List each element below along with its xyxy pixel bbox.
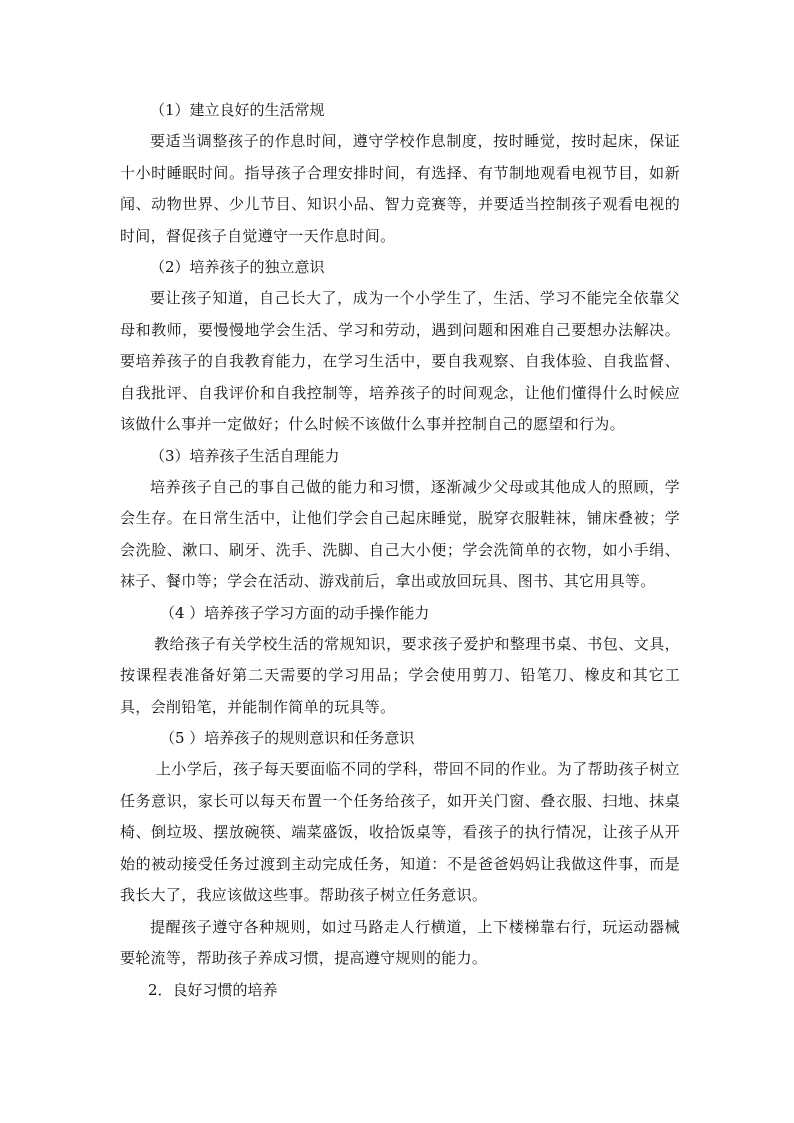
section-1-paragraph-1: 要适当调整孩子的作息时间，遵守学校作息制度，按时睡觉，按时起床，保证十小时睡眠时间。指导孩子合理安排时间，有选择、有节制地观看电视节目，如新闻、动物世界、少儿节目、知识小品、智力竞赛等，并要适当控制孩子观看电视的时间，督促孩子自觉遵守一天作息时间。 — [120, 132, 680, 245]
section-heading-4: （4 ）培养孩子学习方面的动手操作能力 — [160, 603, 430, 622]
next-section-heading: 2．良好习惯的培养 — [148, 980, 278, 999]
section-2-paragraph-1: 要让孩子知道，自己长大了，成为一个小学生了，生活、学习不能完全依靠父母和教师，要慢慢地学会生活、学习和劳动，遇到问题和困难自己要想办法解决。要培养孩子的自我教育能力，在学习生活中，要自我观察、自我体验、自我监督、自我批评、自我评价和自我控制等，培养孩子的时间观念，让他们懂得什么时候应该做什么事并一定做好；什么时候不该做什么事并控制自己的愿望和行为。 — [120, 289, 680, 433]
section-heading-5: （5 ）培养孩子的规则意识和任务意识 — [160, 729, 415, 747]
document-content — [120, 95, 680, 1006]
section-heading-2: （2）培养孩子的独立意识 — [150, 258, 325, 276]
section-5-paragraph-2: 提醒孩子遵守各种规则，如过马路走人行横道，上下楼梯靠右行，玩运动器械要轮流等，帮助孩子养成习惯，提高遵守规则的能力。 — [120, 917, 680, 967]
section-heading-1: （1）建立良好的生活常规 — [150, 101, 325, 119]
section-3-paragraph-1: 培养孩子自己的事自己做的能力和习惯，逐渐减少父母或其他成人的照顾，学会生存。在日常生活中，让他们学会自己起床睡觉，脱穿衣服鞋袜，铺床叠被；学会洗脸、漱口、刷牙、洗手、洗脚、自己大小便；学会洗简单的衣物，如小手绢、袜子、餐巾等；学会在活动、游戏前后，拿出或放回玩具、图书、其它用具等。 — [120, 477, 680, 590]
section-5-paragraph-1: 上小学后，孩子每天要面临不同的学科，带回不同的作业。为了帮助孩子树立任务意识，家长可以每天布置一个任务给孩子，如开关门窗、叠衣服、扫地、抹桌椅、倒垃圾、摆放碗筷、端菜盛饭，收拾饭桌等，看孩子的执行情况，让孩子从开始的被动接受任务过渡到主动完成任务，知道：不是爸爸妈妈让我做这件事，而是我长大了，我应该做这些事。帮助孩子树立任务意识。 — [120, 760, 680, 904]
section-heading-3: （3）培养孩子生活自理能力 — [150, 446, 340, 465]
section-4-paragraph-1: 教给孩子有关学校生活的常规知识，要求孩子爱护和整理书桌、书包、文具，按课程表准备好第二天需要的学习用品；学会使用剪刀、铅笔刀、橡皮和其它工具，会削铅笔，并能制作简单的玩具等。 — [120, 634, 680, 716]
